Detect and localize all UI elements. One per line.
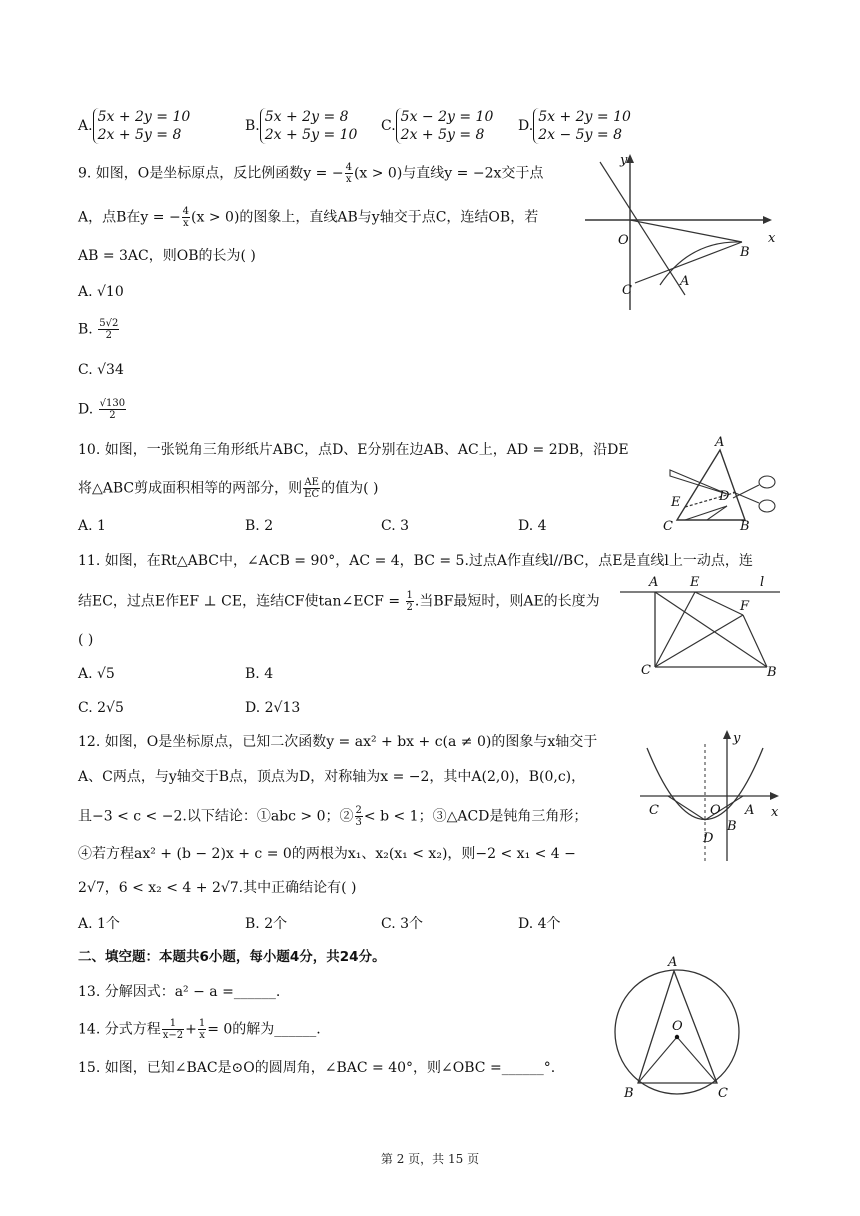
q13-stem: 13. 分解因式：a² − a =______. xyxy=(78,984,281,1000)
q11-figure xyxy=(615,570,785,680)
q8-b-eq2: 2x + 5y = 10 xyxy=(264,127,358,143)
q10-option-b[interactable]: B. 2 xyxy=(245,518,274,534)
q12-stem-line1: 12. 如图，O是坐标原点，已知二次函数y = ax² + bx + c(a ≠ 0)的图象与x轴交于 xyxy=(78,734,598,750)
q9-label-b: B xyxy=(740,245,750,260)
q12-fraction: $\frac{2}{3}$ xyxy=(355,805,362,828)
q9-fraction: $\frac{4}{x}$ xyxy=(345,162,352,185)
q9-label-o: O xyxy=(618,233,629,248)
q11-label-c: C xyxy=(641,663,651,678)
q10-label-a: A xyxy=(715,435,725,450)
page-footer: 第 2 页，共 15 页 xyxy=(380,1152,480,1166)
q10-stem-line1: 10. 如图，一张锐角三角形纸片ABC，点D、E分别在边AB、AC上，AD = 2DB，沿DE xyxy=(78,442,629,458)
q10-option-d[interactable]: D. 4 xyxy=(518,518,547,534)
q9-option-d[interactable]: D. $\frac{√130}{2}$ xyxy=(78,398,126,421)
q15-label-o: O xyxy=(672,1019,683,1034)
q9-figure xyxy=(580,150,780,320)
q14-fraction-1: $\frac{1}{x-2}$ xyxy=(162,1018,184,1041)
q12-option-a[interactable]: A. 1个 xyxy=(78,916,120,932)
q8-b-eq1: 5x + 2y = 8 xyxy=(264,109,349,125)
q10-triangle-abc xyxy=(677,450,745,520)
q10-option-c[interactable]: C. 3 xyxy=(381,518,410,534)
q11-segment-ef xyxy=(695,592,743,615)
q10-figure xyxy=(655,432,785,537)
q12-stem-line3: 且−3 < c < −2.以下结论：①abc > 0；② $\frac{2}{3}$ < b < 1；③△ACD是钝角三角形； xyxy=(78,805,588,828)
q15-center-dot xyxy=(675,1035,679,1039)
q9-x-arrow xyxy=(763,216,772,224)
q15-label-c: C xyxy=(718,1086,728,1100)
q12-y-arrow xyxy=(723,730,731,739)
q12-label-o: O xyxy=(710,803,721,818)
q10-fraction: $\frac{AE}{EC}$ xyxy=(304,477,320,500)
q15-segment-ob xyxy=(638,1037,677,1083)
q9-stem-line1: 9. 如图，O是坐标原点，反比例函数y = − $\frac{4}{x}$ (x > 0)与直线y = −2x交于点 xyxy=(78,162,544,185)
q12-option-d[interactable]: D. 4个 xyxy=(518,916,561,932)
q11-option-a[interactable]: A. √5 xyxy=(78,666,115,682)
q12-stem-line5: 2√7，6 < x₂ < 4 + 2√7.其中正确结论有( ) xyxy=(78,880,357,896)
q10-label-c: C xyxy=(663,519,673,534)
q12-x-arrow xyxy=(770,792,779,800)
q9-label-y: y xyxy=(620,153,628,168)
q14-stem: 14. 分式方程 $\frac{1}{x-2}$ + $\frac{1}{x}$ = 0的解为______. xyxy=(78,1018,321,1041)
q11-label-l: l xyxy=(760,575,765,590)
q11-option-b[interactable]: B. 4 xyxy=(245,666,274,682)
q10-scissors-handle-1 xyxy=(759,476,775,488)
q8-a-eq2: 2x + 5y = 8 xyxy=(97,127,182,143)
q12-label-d: D xyxy=(703,831,714,846)
q10-option-a[interactable]: A. 1 xyxy=(78,518,106,534)
q10-label-d: D xyxy=(719,489,730,504)
q8-option-a[interactable]: A.5x + 2y = 10 2x + 5y = 8 xyxy=(78,109,191,143)
q11-label-a: A xyxy=(649,575,659,590)
q11-label-b: B xyxy=(767,665,777,680)
q12-label-a: A xyxy=(745,803,755,818)
q15-stem: 15. 如图，已知∠BAC是⊙O的圆周角，∠BAC = 40°，则∠OBC =______°. xyxy=(78,1060,556,1076)
q11-stem-line1: 11. 如图，在Rt△ABC中，∠ACB = 90°，AC = 4，BC = 5.过点A作直线l//BC，点E是直线l上一动点，连 xyxy=(78,553,753,569)
q14-fraction-2: $\frac{1}{x}$ xyxy=(198,1018,206,1041)
q9-option-a[interactable]: A. √10 xyxy=(78,284,124,300)
q8-option-d[interactable]: D.5x + 2y = 10 2x − 5y = 8 xyxy=(518,109,631,143)
q11-option-d[interactable]: D. 2√13 xyxy=(245,700,301,716)
q12-label-b: B xyxy=(727,819,737,834)
q10-stem-line2: 将△ABC剪成面积相等的两部分，则 $\frac{AE}{EC}$ 的值为( ) xyxy=(78,477,379,500)
q9-segment-ob xyxy=(630,220,742,242)
q12-stem-line4: ④若方程ax² + (b − 2)x + c = 0的两根为x₁、x₂(x₁ < x₂)，则−2 < x₁ < 4 − xyxy=(78,846,576,862)
q12-label-y: y xyxy=(733,731,741,746)
q11-label-f: F xyxy=(740,599,750,614)
section-2-heading: 二、填空题：本题共6小题，每小题4分，共24分。 xyxy=(78,949,386,965)
q11-stem-line2: 结EC，过点E作EF ⊥ CE，连结CF使tan∠ECF = $\frac{1}{2}$ .当BF最短时，则AE的长度为 xyxy=(78,590,600,613)
q9-stem-line2: A，点B在y = − $\frac{4}{x}$ (x > 0)的图象上，直线AB与y轴交于点C，连结OB，若 xyxy=(78,206,539,229)
q11-label-e: E xyxy=(690,575,700,590)
q15-label-a: A xyxy=(668,955,678,970)
q10-paper-flap-2 xyxy=(685,506,727,520)
q15-figure xyxy=(608,950,758,1100)
q9-hyperbola xyxy=(660,242,742,285)
q10-label-e: E xyxy=(671,495,681,510)
q8-option-c[interactable]: C.5x − 2y = 10 2x + 5y = 8 xyxy=(381,109,494,143)
q9-option-b[interactable]: B. $\frac{5√2}{2}$ xyxy=(78,318,119,341)
q9-label-x: x xyxy=(768,231,776,246)
q11-stem-line3: ( ) xyxy=(78,632,94,648)
q8-d-eq1: 5x + 2y = 10 xyxy=(538,109,631,125)
q10-scissors-blade-1 xyxy=(733,485,759,498)
q12-segment-cd xyxy=(668,796,705,820)
q15-segment-oc xyxy=(677,1037,717,1083)
q8-c-eq2: 2x + 5y = 8 xyxy=(400,127,485,143)
q12-label-x: x xyxy=(771,805,779,820)
q15-label-b: B xyxy=(624,1086,634,1100)
q11-option-c[interactable]: C. 2√5 xyxy=(78,700,124,716)
q12-stem-line2: A、C两点，与y轴交于B点，顶点为D，对称轴为x = −2，其中A(2,0)，B(0,c)， xyxy=(78,769,586,785)
q10-scissors-handle-2 xyxy=(759,500,775,512)
q9-label-c: C xyxy=(622,283,632,298)
q12-figure xyxy=(635,726,785,866)
q9-label-a: A xyxy=(680,274,690,289)
q11-fraction: $\frac{1}{2}$ xyxy=(406,590,413,613)
q10-label-b: B xyxy=(740,519,750,534)
q8-a-eq1: 5x + 2y = 10 xyxy=(97,109,191,125)
q8-c-eq1: 5x − 2y = 10 xyxy=(400,109,494,125)
q8-d-eq2: 2x − 5y = 8 xyxy=(538,127,622,143)
q9-fraction-2: $\frac{4}{x}$ xyxy=(182,206,190,229)
q9-option-c[interactable]: C. √34 xyxy=(78,362,124,378)
q12-label-c: C xyxy=(649,803,659,818)
q9-stem-line3: AB = 3AC，则OB的长为( ) xyxy=(78,248,256,264)
q8-option-b[interactable]: B.5x + 2y = 8 2x + 5y = 10 xyxy=(245,109,358,143)
q12-option-c[interactable]: C. 3个 xyxy=(381,916,424,932)
q12-option-b[interactable]: B. 2个 xyxy=(245,916,288,932)
